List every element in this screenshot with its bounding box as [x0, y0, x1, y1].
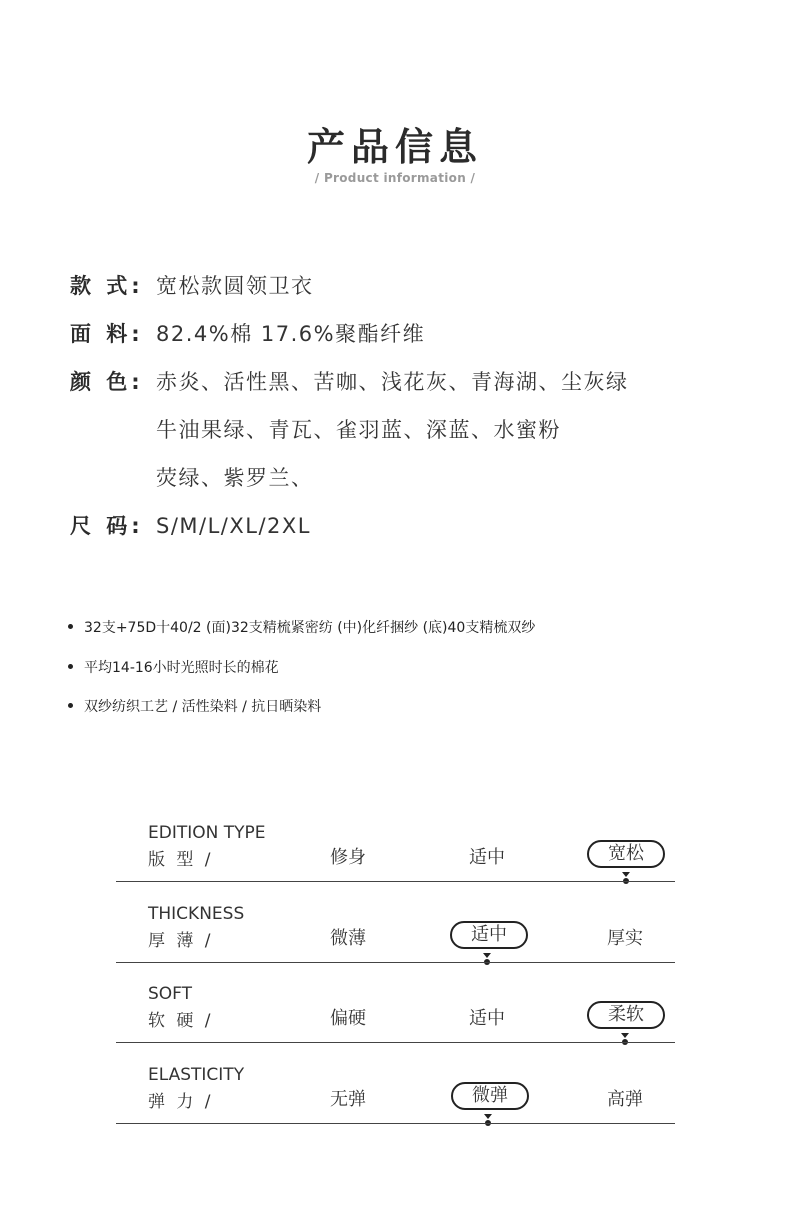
bullet-dot-icon	[68, 703, 73, 708]
spec-size	[70, 510, 311, 540]
attribute-label-en: EDITION TYPE	[148, 823, 266, 843]
spec-color-label: 颜 色:	[70, 370, 144, 394]
spec-size-label: 尺 码:	[70, 514, 144, 538]
option-0: 偏硬	[330, 1008, 366, 1029]
selection-marker-icon	[484, 1120, 492, 1128]
divider	[116, 962, 675, 963]
page-subtitle: / Product information /	[314, 171, 476, 185]
attribute-label-en: THICKNESS	[148, 904, 245, 924]
option-2-selected: 宽松	[587, 840, 665, 868]
divider	[116, 1042, 675, 1043]
selection-marker-icon	[621, 1039, 629, 1047]
feature-bullet	[68, 617, 535, 637]
page-title: 产品信息	[306, 125, 483, 169]
attribute-label-en: ELASTICITY	[148, 1065, 245, 1085]
selection-marker-icon	[622, 878, 630, 886]
option-2: 厚实	[607, 928, 643, 949]
feature-text: 双纱纺织工艺 / 活性染料 / 抗日晒染料	[84, 699, 322, 715]
feature-text: 32支+75D十40/2 (面)32支精梳紧密纺 (中)化纤捆纱 (底)40支精梳双纱	[84, 620, 536, 636]
spec-color-line1: 赤炎、活性黑、苦咖、浅花灰、青海湖、尘灰绿	[156, 370, 629, 394]
option-2: 高弹	[607, 1089, 643, 1110]
option-1-selected: 适中	[450, 921, 528, 949]
divider	[116, 1123, 675, 1124]
spec-style-label: 款 式:	[70, 274, 144, 298]
option-2-selected: 柔软	[587, 1001, 665, 1029]
option-1: 适中	[469, 1008, 505, 1029]
spec-style-value: 宽松款圆领卫衣	[156, 274, 314, 298]
feature-text: 平均14-16小时光照时长的棉花	[84, 660, 279, 676]
option-0: 微薄	[330, 928, 366, 949]
bullet-dot-icon	[68, 624, 73, 629]
spec-fabric	[70, 318, 425, 348]
option-0: 修身	[330, 847, 366, 868]
divider	[116, 881, 675, 882]
spec-style	[70, 270, 314, 300]
spec-color	[70, 366, 629, 396]
spec-fabric-label: 面 料:	[70, 322, 144, 346]
feature-bullet	[68, 696, 321, 716]
bullet-dot-icon	[68, 664, 73, 669]
option-1-selected: 微弹	[451, 1082, 529, 1110]
feature-bullet	[68, 657, 279, 677]
attribute-label-en: SOFT	[148, 984, 193, 1004]
spec-size-value: S/M/L/XL/2XL	[156, 514, 311, 538]
attribute-label-cn: 版 型 /	[148, 850, 214, 870]
spec-color-line2: 牛油果绿、青瓦、雀羽蓝、深蓝、水蜜粉	[156, 418, 561, 442]
option-0: 无弹	[330, 1089, 366, 1110]
selection-marker-icon	[483, 959, 491, 967]
attribute-label-cn: 厚 薄 /	[148, 931, 214, 951]
attribute-label-cn: 软 硬 /	[148, 1011, 214, 1031]
spec-color-line3: 荧绿、紫罗兰、	[156, 466, 314, 490]
option-1: 适中	[469, 847, 505, 868]
spec-fabric-value: 82.4%棉 17.6%聚酯纤维	[156, 322, 426, 346]
attribute-label-cn: 弹 力 /	[148, 1092, 214, 1112]
